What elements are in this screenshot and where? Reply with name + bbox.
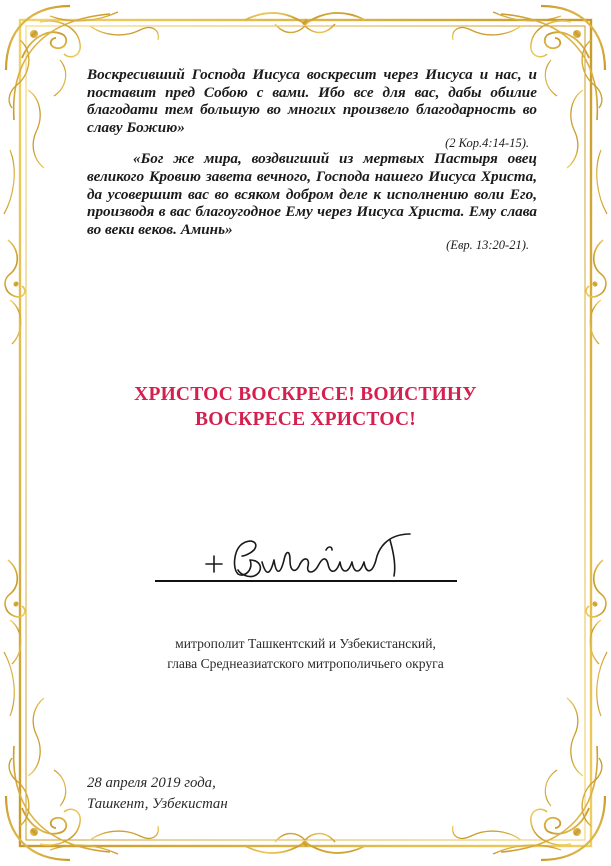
scripture-passage-1: Воскресивший Господа Иисуса воскресит через Иисуса и нас, и поставит пред Собою с вами. Ибо все для вас, дабы обилие благодати тем большую во многих произвело благодарность во славу Божию» (2 Кор.4:14-15). xyxy=(87,66,537,151)
author-title-line-2: глава Среднеазиатского митрополичьего округа xyxy=(167,656,444,671)
place-text: Ташкент, Узбекистан xyxy=(87,796,228,812)
greeting-line-1: ХРИСТОС ВОСКРЕСЕ! ВОИСТИНУ xyxy=(134,384,477,405)
handwritten-signature xyxy=(150,520,462,586)
date-and-place xyxy=(87,773,387,815)
scripture-reference-1: (2 Кор.4:14-15). xyxy=(445,136,529,151)
easter-greeting xyxy=(60,382,551,432)
date-text: 28 апреля 2019 года, xyxy=(87,775,216,791)
scripture-quote xyxy=(87,66,537,252)
author-title-line-1: митрополит Ташкентский и Узбекистанский, xyxy=(175,636,436,651)
signature-drawing xyxy=(150,520,462,586)
signature-line xyxy=(155,580,457,582)
scripture-reference-2: (Евр. 13:20-21). xyxy=(446,238,529,253)
author-title xyxy=(60,634,551,674)
greeting-line-2: ВОСКРЕСЕ ХРИСТОС! xyxy=(195,409,416,430)
scripture-passage-2: «Бог же мира, воздвигший из мертвых Пастыря овец великого Кровию завета вечного, Господа нашего Иисуса Христа, да усовершит вас во всяком добром деле к исполнению воли Его, производя в вас благоугодное Ему через Иисуса Христа. Ему слава во веки веков. Аминь» (Евр. 13:20-21). xyxy=(87,150,537,253)
